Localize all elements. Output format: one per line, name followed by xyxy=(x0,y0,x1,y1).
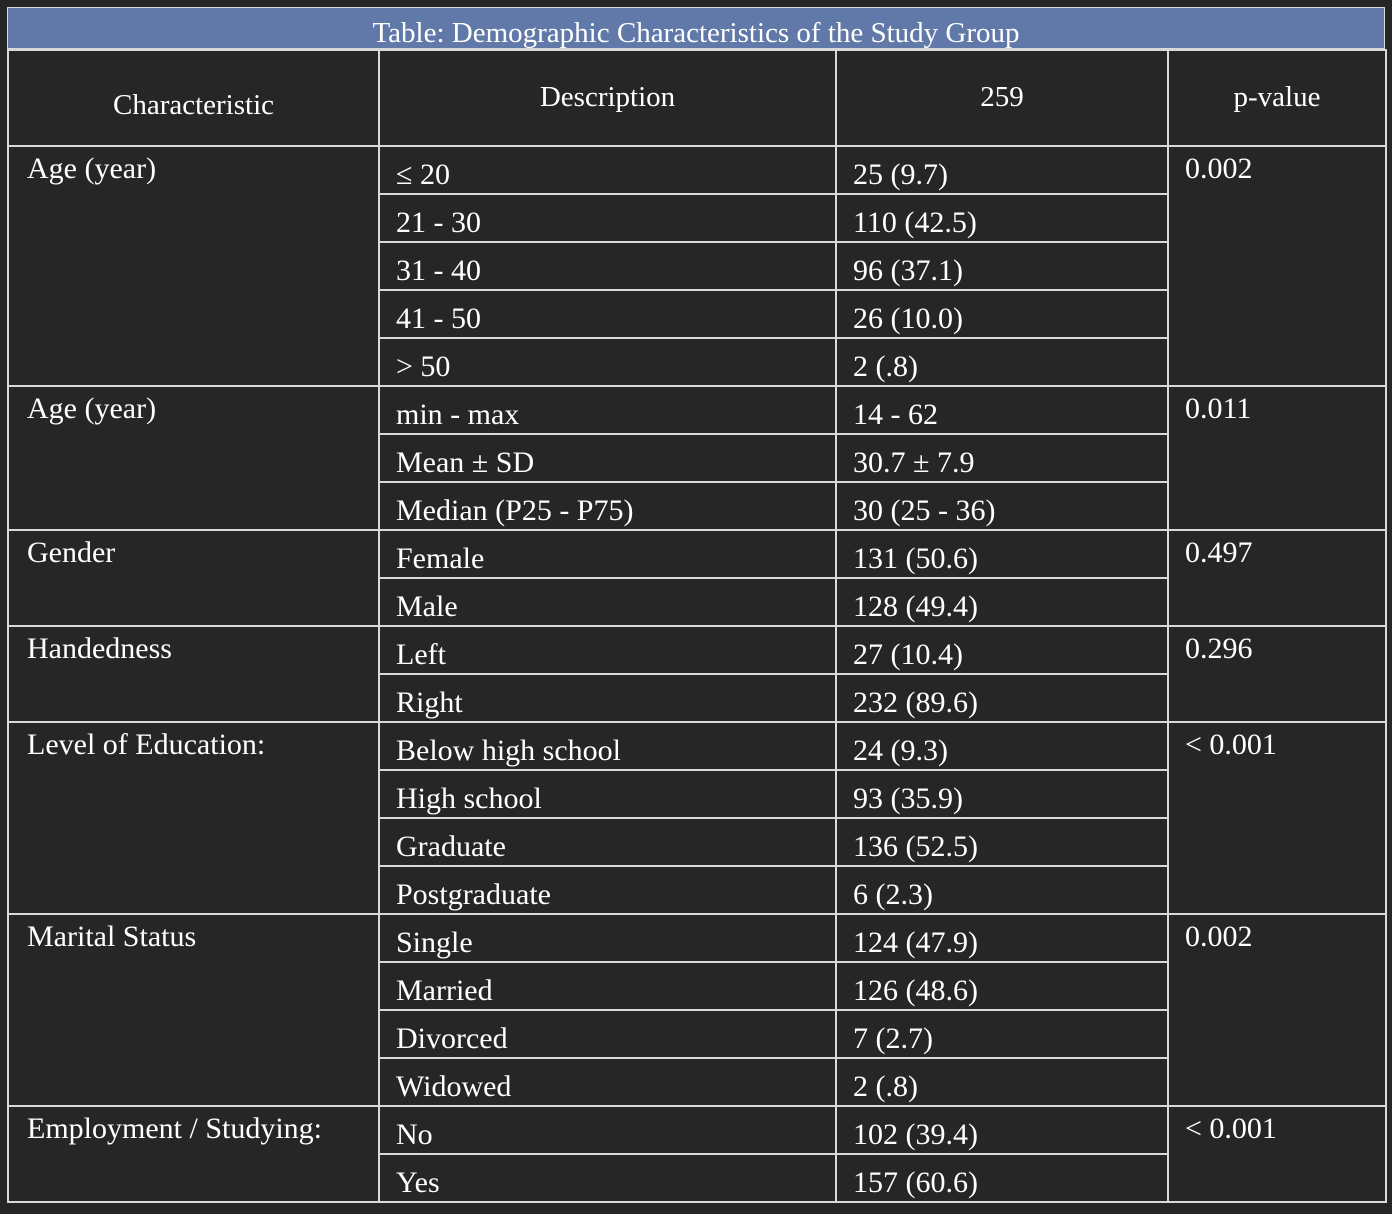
description-cell: Median (P25 - P75) xyxy=(379,482,836,530)
description-cell: Female xyxy=(379,530,836,578)
count-cell: 126 (48.6) xyxy=(836,962,1168,1010)
description-cell: Married xyxy=(379,962,836,1010)
characteristic-cell: Marital Status xyxy=(8,914,379,1106)
table-row xyxy=(8,146,1386,194)
table-row xyxy=(8,626,1386,674)
count-cell: 14 - 62 xyxy=(836,386,1168,434)
count-cell: 93 (35.9) xyxy=(836,770,1168,818)
description-cell: Male xyxy=(379,578,836,626)
description-cell: Graduate xyxy=(379,818,836,866)
count-cell: 110 (42.5) xyxy=(836,194,1168,242)
count-cell: 128 (49.4) xyxy=(836,578,1168,626)
demographics-table xyxy=(7,49,1387,1203)
count-cell: 26 (10.0) xyxy=(836,290,1168,338)
count-cell: 27 (10.4) xyxy=(836,626,1168,674)
characteristic-cell: Level of Education: xyxy=(8,722,379,914)
count-cell: 6 (2.3) xyxy=(836,866,1168,914)
p-value-cell: < 0.001 xyxy=(1168,722,1386,914)
header-p-value: p-value xyxy=(1168,50,1386,146)
characteristic-cell: Employment / Studying: xyxy=(8,1106,379,1202)
table-row xyxy=(8,1106,1386,1154)
description-cell: Yes xyxy=(379,1154,836,1202)
description-cell: High school xyxy=(379,770,836,818)
header-row xyxy=(8,50,1386,146)
description-cell: min - max xyxy=(379,386,836,434)
count-cell: 232 (89.6) xyxy=(836,674,1168,722)
header-characteristic: Characteristic xyxy=(8,50,379,146)
count-cell: 2 (.8) xyxy=(836,338,1168,386)
description-cell: Below high school xyxy=(379,722,836,770)
p-value-cell: 0.296 xyxy=(1168,626,1386,722)
count-cell: 157 (60.6) xyxy=(836,1154,1168,1202)
count-cell: 30.7 ± 7.9 xyxy=(836,434,1168,482)
count-cell: 124 (47.9) xyxy=(836,914,1168,962)
description-cell: Widowed xyxy=(379,1058,836,1106)
table-container xyxy=(7,7,1385,1203)
description-cell: Divorced xyxy=(379,1010,836,1058)
p-value-cell: 0.002 xyxy=(1168,146,1386,386)
description-cell: 41 - 50 xyxy=(379,290,836,338)
table-body xyxy=(8,146,1386,1202)
count-cell: 24 (9.3) xyxy=(836,722,1168,770)
description-cell: Right xyxy=(379,674,836,722)
table-row xyxy=(8,530,1386,578)
table-row xyxy=(8,386,1386,434)
count-cell: 131 (50.6) xyxy=(836,530,1168,578)
description-cell: 31 - 40 xyxy=(379,242,836,290)
table-row xyxy=(8,914,1386,962)
count-cell: 136 (52.5) xyxy=(836,818,1168,866)
description-cell: Mean ± SD xyxy=(379,434,836,482)
p-value-cell: 0.011 xyxy=(1168,386,1386,530)
header-count: 259 xyxy=(836,50,1168,146)
count-cell: 30 (25 - 36) xyxy=(836,482,1168,530)
table-title: Table: Demographic Characteristics of the Study Group xyxy=(7,7,1385,49)
description-cell: Postgraduate xyxy=(379,866,836,914)
characteristic-cell: Age (year) xyxy=(8,386,379,530)
description-cell: > 50 xyxy=(379,338,836,386)
p-value-cell: 0.002 xyxy=(1168,914,1386,1106)
characteristic-cell: Age (year) xyxy=(8,146,379,386)
count-cell: 102 (39.4) xyxy=(836,1106,1168,1154)
description-cell: 21 - 30 xyxy=(379,194,836,242)
description-cell: Single xyxy=(379,914,836,962)
p-value-cell: < 0.001 xyxy=(1168,1106,1386,1202)
table-row xyxy=(8,722,1386,770)
characteristic-cell: Handedness xyxy=(8,626,379,722)
header-description: Description xyxy=(379,50,836,146)
count-cell: 7 (2.7) xyxy=(836,1010,1168,1058)
count-cell: 2 (.8) xyxy=(836,1058,1168,1106)
count-cell: 25 (9.7) xyxy=(836,146,1168,194)
description-cell: ≤ 20 xyxy=(379,146,836,194)
p-value-cell: 0.497 xyxy=(1168,530,1386,626)
description-cell: Left xyxy=(379,626,836,674)
description-cell: No xyxy=(379,1106,836,1154)
count-cell: 96 (37.1) xyxy=(836,242,1168,290)
characteristic-cell: Gender xyxy=(8,530,379,626)
